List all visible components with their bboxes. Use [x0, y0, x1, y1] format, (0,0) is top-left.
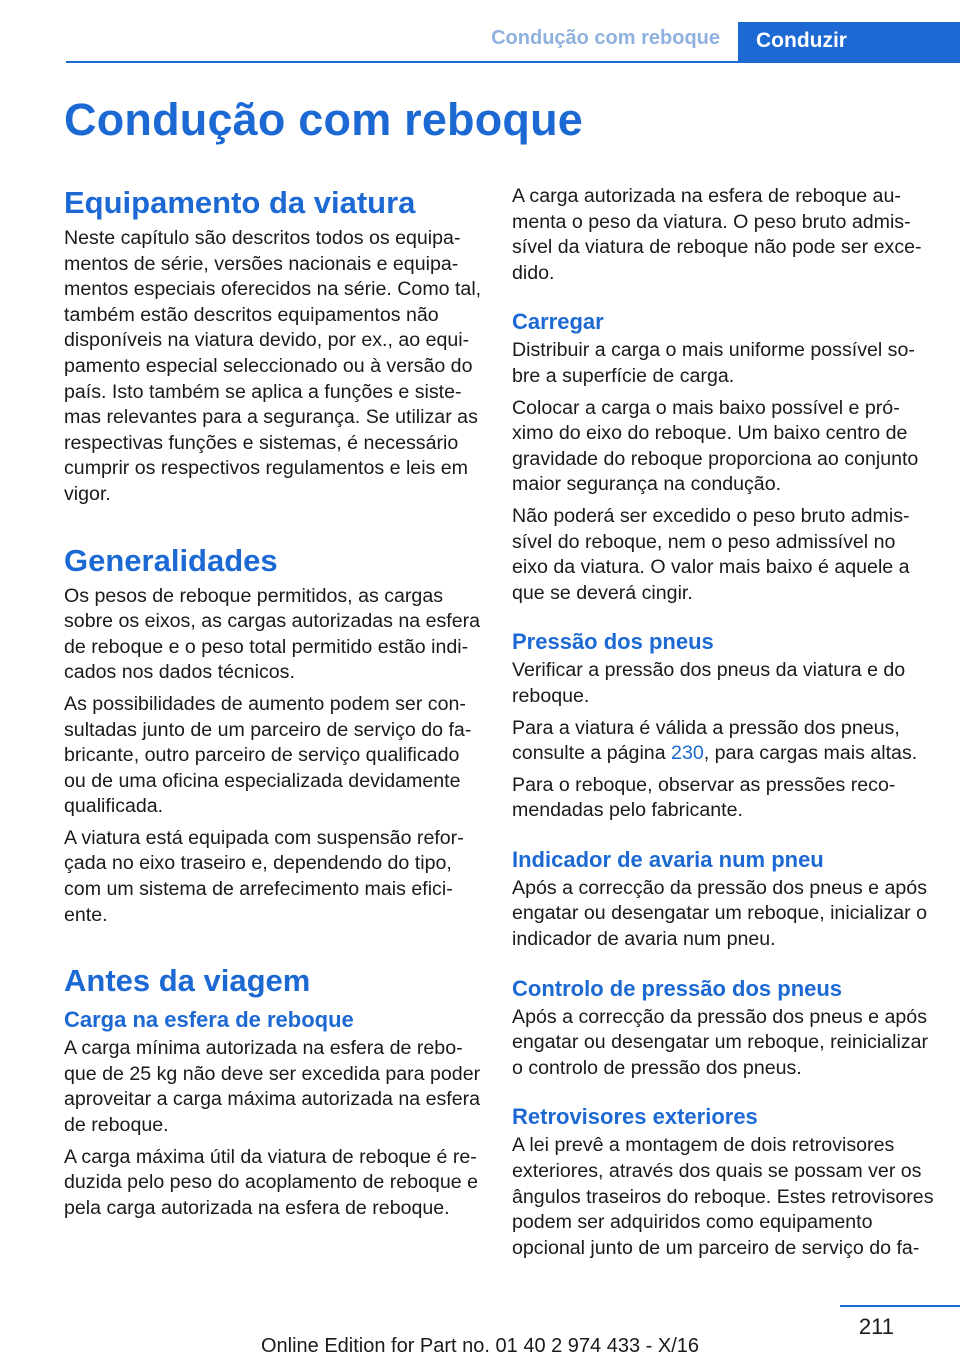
text: Para a viatura é válida a pressão dos pneus, consulte a página	[512, 716, 900, 765]
edition-footer: Online Edition for Part no. 01 40 2 974 433 - X/16	[260, 1335, 700, 1357]
paragraph-with-link	[512, 716, 934, 767]
paragraph: A carga autorizada na esfera de reboque aumenta o peso da viatura. O peso bruto admissível da viatura de reboque não pode ser excedido.	[512, 185, 922, 284]
paragraph: Não poderá ser excedido o peso bruto admissível do reboque, nem o peso admissível no eixo da viatura. O valor mais baixo é aquele a que se deverá cingir.	[512, 504, 910, 604]
subheading-carregar: Carregar	[512, 309, 604, 335]
paragraph: Após a correcção da pressão dos pneus e após engatar ou desengatar um reboque, inicializar o indicador de avaria num pneu.	[512, 876, 927, 951]
subheading-carga-esfera: Carga na esfera de reboque	[64, 1007, 354, 1033]
right-column	[512, 184, 934, 1267]
left-column	[64, 184, 484, 1227]
header-rule	[66, 61, 960, 63]
subheading-controlo-pressao: Controlo de pressão dos pneus	[512, 975, 843, 1001]
paragraph: Para o reboque, observar as pressões recomendadas pelo fabricante.	[512, 773, 896, 822]
footer-rule	[840, 1305, 960, 1307]
paragraph: Neste capítulo são descritos todos os equipamentos de série, versões nacionais e equipamentos especiais oferecidos na série. Como tal, também estão descritos equipamentos não disponíveis na viatura devido, por ex., ao equipamento especial seleccionado ou à versão do país. Isto também se aplica a funções e sistemas relevantes para a segurança. Se utilizar as respectivas funções e sistemas, é necessário cumprir os respectivos regulamentos e leis em vigor.	[64, 227, 482, 505]
subheading-pressao-pneus: Pressão dos pneus	[512, 629, 714, 655]
page-number: 211	[858, 1314, 894, 1339]
subheading-retrovisores: Retrovisores exteriores	[512, 1104, 758, 1130]
paragraph: Verificar a pressão dos pneus da viatura e do reboque.	[512, 659, 906, 707]
paragraph: Distribuir a carga o mais uniforme possível sobre a superfície de carga.	[512, 339, 915, 387]
page-title: Condução com reboque	[64, 94, 584, 145]
heading-equipamento: Equipamento da viatura	[64, 185, 416, 220]
paragraph: A lei prevê a montagem de dois retrovisores exteriores, através dos quais se possam ver os ângulos traseiros do reboque. Estes retrovisores podem ser adquiridos como equipamento opcional junto de um parceiro de serviço do fa-	[512, 1134, 934, 1259]
paragraph: Os pesos de reboque permitidos, as cargas sobre os eixos, as cargas autorizadas na esfera de reboque e o peso total permitido estão indicados nos dados técnicos.	[64, 584, 481, 684]
paragraph: Colocar a carga o mais baixo possível e próximo do eixo do reboque. Um baixo centro de gravidade do reboque proporciona ao conjunto maior segurança na condução.	[512, 396, 919, 496]
header-chapter-tab: Conduzir	[738, 22, 960, 62]
heading-antes-da-viagem: Antes da viagem	[64, 963, 311, 999]
paragraph: A carga mínima autorizada na esfera de reboque de 25 kg não deve ser excedida para poder aproveitar a carga máxima autorizada na esfera de reboque.	[64, 1037, 481, 1137]
page-reference-link[interactable]: 230	[671, 742, 704, 765]
page-header	[0, 0, 960, 62]
text: , para cargas mais altas.	[703, 742, 918, 765]
heading-generalidades: Generalidades	[64, 542, 278, 578]
paragraph: Após a correcção da pressão dos pneus e após engatar ou desengatar um reboque, reinicializar o controlo de pressão dos pneus.	[512, 1005, 929, 1079]
paragraph: As possibilidades de aumento podem ser consultadas junto de um parceiro de serviço do fabricante, outro parceiro de serviço qualificado ou de uma oficina especializada devidamente qualificada.	[64, 692, 472, 818]
header-section-title: Condução com reboque	[491, 27, 720, 49]
paragraph: A carga máxima útil da viatura de reboque é reduzida pelo peso do acoplamento de reboque e pela carga autorizada na esfera de reboque.	[64, 1145, 478, 1219]
subheading-indicador-avaria: Indicador de avaria num pneu	[512, 846, 824, 872]
paragraph: A viatura está equipada com suspensão reforçada no eixo traseiro e, dependendo do tipo, com um sistema de arrefecimento mais eficiente.	[64, 826, 464, 926]
